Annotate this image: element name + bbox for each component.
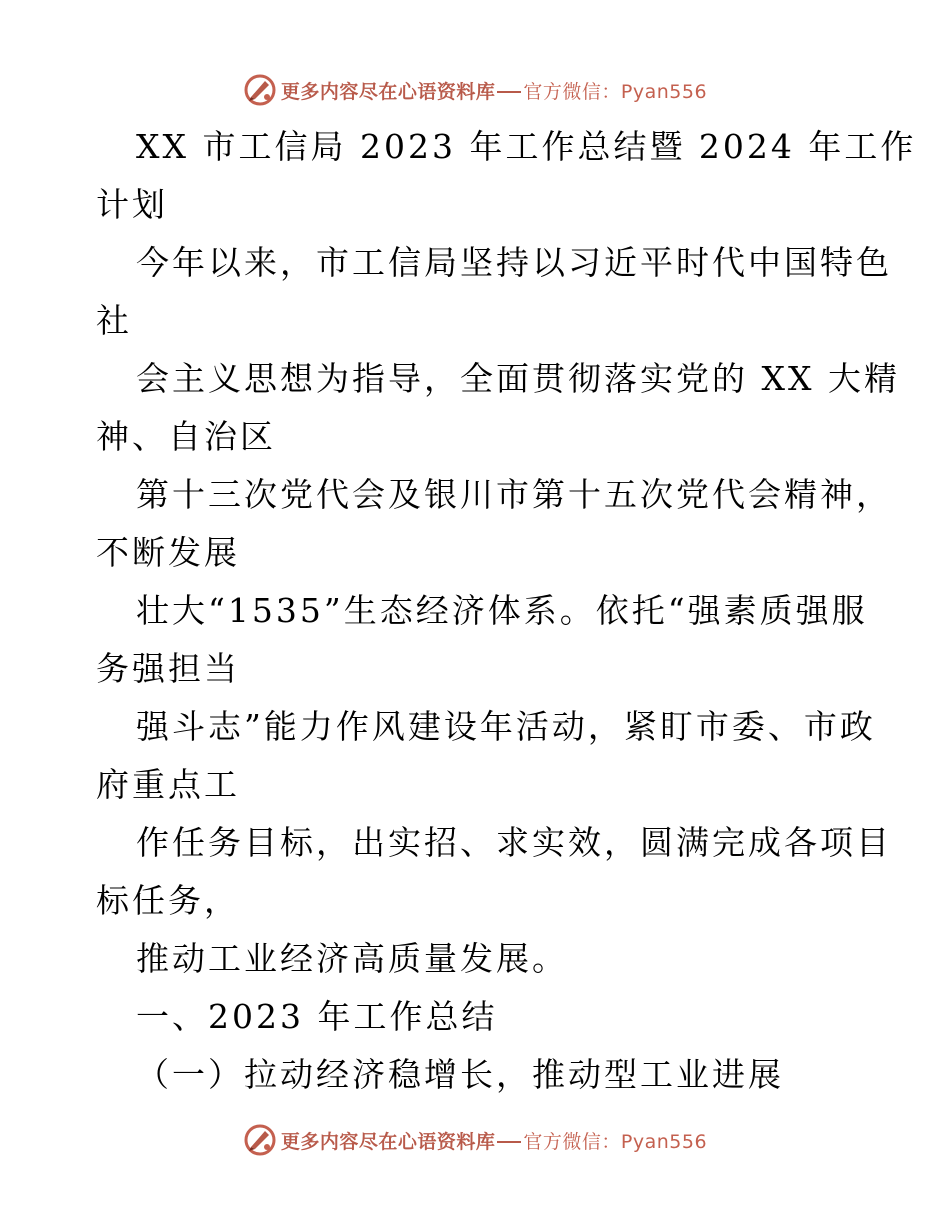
paragraph-line: 神、自治区 <box>96 417 276 456</box>
paragraph-line: 府重点工 <box>96 765 240 804</box>
section-heading: 一、2023 年工作总结 <box>136 997 498 1036</box>
title-line-2: 计划 <box>96 185 168 224</box>
paragraph-line: 会主义思想为指导，全面贯彻落实党的 XX 大精 <box>136 359 900 398</box>
banner-contact: 官方微信：Pyan556 <box>523 1130 708 1153</box>
paragraph-line: 壮大“1535”生态经济体系。依托“强素质强服 <box>136 591 868 630</box>
document-body <box>96 118 917 1104</box>
title-line-1: XX 市工信局 2023 年工作总结暨 2024 年工作 <box>136 127 917 166</box>
paragraph-line: 务强担当 <box>96 649 240 688</box>
paragraph-line: 标任务， <box>96 881 240 920</box>
paragraph-line: 社 <box>96 301 132 340</box>
paragraph-line: 第十三次党代会及银川市第十五次党代会精神， <box>136 475 892 514</box>
paragraph-line: 不断发展 <box>96 533 240 572</box>
subsection-heading: （一）拉动经济稳增长，推动型工业进展 <box>136 1055 784 1094</box>
paragraph-line: 今年以来，市工信局坚持以习近平时代中国特色 <box>136 243 892 282</box>
footer-banner <box>0 1118 950 1162</box>
paragraph-line: 作任务目标，出实招、求实效，圆满完成各项目 <box>136 823 892 862</box>
header-banner <box>0 68 950 112</box>
banner-contact: 官方微信：Pyan556 <box>523 80 708 103</box>
paragraph-line: 推动工业经济高质量发展。 <box>136 939 568 978</box>
pen-logo-icon <box>243 73 277 107</box>
banner-text: 更多内容尽在心语资料库 官方微信：Pyan556 <box>280 80 708 103</box>
paragraph-line: 强斗志”能力作风建设年活动，紧盯市委、市政 <box>136 707 876 746</box>
pen-logo-icon <box>243 1123 277 1157</box>
banner-text: 更多内容尽在心语资料库 官方微信：Pyan556 <box>280 1130 708 1153</box>
